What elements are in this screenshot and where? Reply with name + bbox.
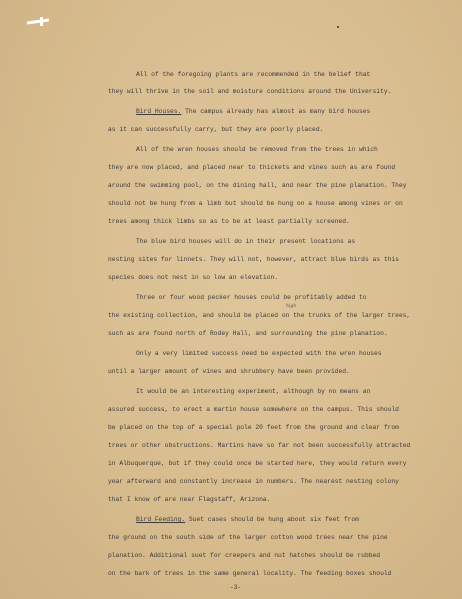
text-line: nesting sites for linnets. They will not, however, attract blue birds as this xyxy=(108,256,399,263)
handwritten-insert: high xyxy=(286,304,297,309)
paper-tape-mark xyxy=(27,18,49,24)
text-line: species does not nest in so low an elevation. xyxy=(108,274,279,281)
text-line: Only a very limited success need be expected with the wren houses xyxy=(136,350,382,357)
text-line: in Albuquerque, but if they could once be started here, they would return every xyxy=(108,460,407,467)
text-line: around the swimming pool, on the dining hall, and near the pine planation. They xyxy=(108,182,407,189)
text-line: planation. Additional suet for creepers and nut hatches should be rubbed xyxy=(108,552,381,559)
text-line: on the bark of trees in the same general locality. The feeding boxes should xyxy=(108,570,392,577)
text-line: the existing collection, and should be placed on the trunks of the larger trees, xyxy=(108,312,411,319)
text-span: The campus already has almost as many bird houses xyxy=(181,108,371,115)
bird-houses-line xyxy=(136,108,370,116)
page-number: -3- xyxy=(230,584,242,591)
punch-dot xyxy=(337,26,339,28)
text-line: Three or four wood pecker houses could be profitably added to xyxy=(136,294,367,301)
text-line: they are now placed, and placed near to thickets and vines such as are found xyxy=(108,164,396,171)
text-line: trees among thick limbs so as to be at least partially screened. xyxy=(108,218,350,225)
text-line: All of the wren houses should be removed from the trees in which xyxy=(136,146,378,153)
text-line: the ground on the south side of the larger cotton wood trees near the pine xyxy=(108,534,388,541)
text-line: It would be an interesting experiment, although by no means an xyxy=(136,388,371,395)
bird-houses-heading: Bird Houses. xyxy=(136,108,182,115)
text-line: should not be hung from a limb but should be hung on a house among vines or on xyxy=(108,200,403,207)
text-line: until a larger amount of vines and shrubbery have been provided. xyxy=(108,368,350,375)
bird-feeding-heading: Bird Feeding. xyxy=(136,516,186,523)
bird-feeding-line xyxy=(136,516,359,524)
text-line: All of the foregoing plants are recommended in the belief that xyxy=(136,71,371,78)
text-line: such as are found north of Rodey Hall, and surrounding the pine planation. xyxy=(108,330,388,337)
text-line: The blue bird houses will do in their present locations as xyxy=(136,238,356,245)
text-line: they will thrive in the soil and moisture conditions around the University. xyxy=(108,88,392,95)
text-line: as it can successfully carry, but they are poorly placed. xyxy=(108,126,324,133)
paper-tape-mark xyxy=(40,17,43,26)
text-line: be placed on the top of a special pole 20 feet from the ground and clear from xyxy=(108,424,399,431)
text-line: trees or other obstructions. Martins have so far not been successfully attracted xyxy=(108,442,411,449)
text-line: assured success, to erect a martin house somewhere on the campus. This should xyxy=(108,406,399,413)
text-line: year afterward and constantly increase in numbers. The nearest nesting colony xyxy=(108,478,399,485)
text-span: Suet cases should be hung about six feet from xyxy=(185,516,359,523)
text-line: that I know of are near Flagstaff, Arizona. xyxy=(108,496,271,503)
